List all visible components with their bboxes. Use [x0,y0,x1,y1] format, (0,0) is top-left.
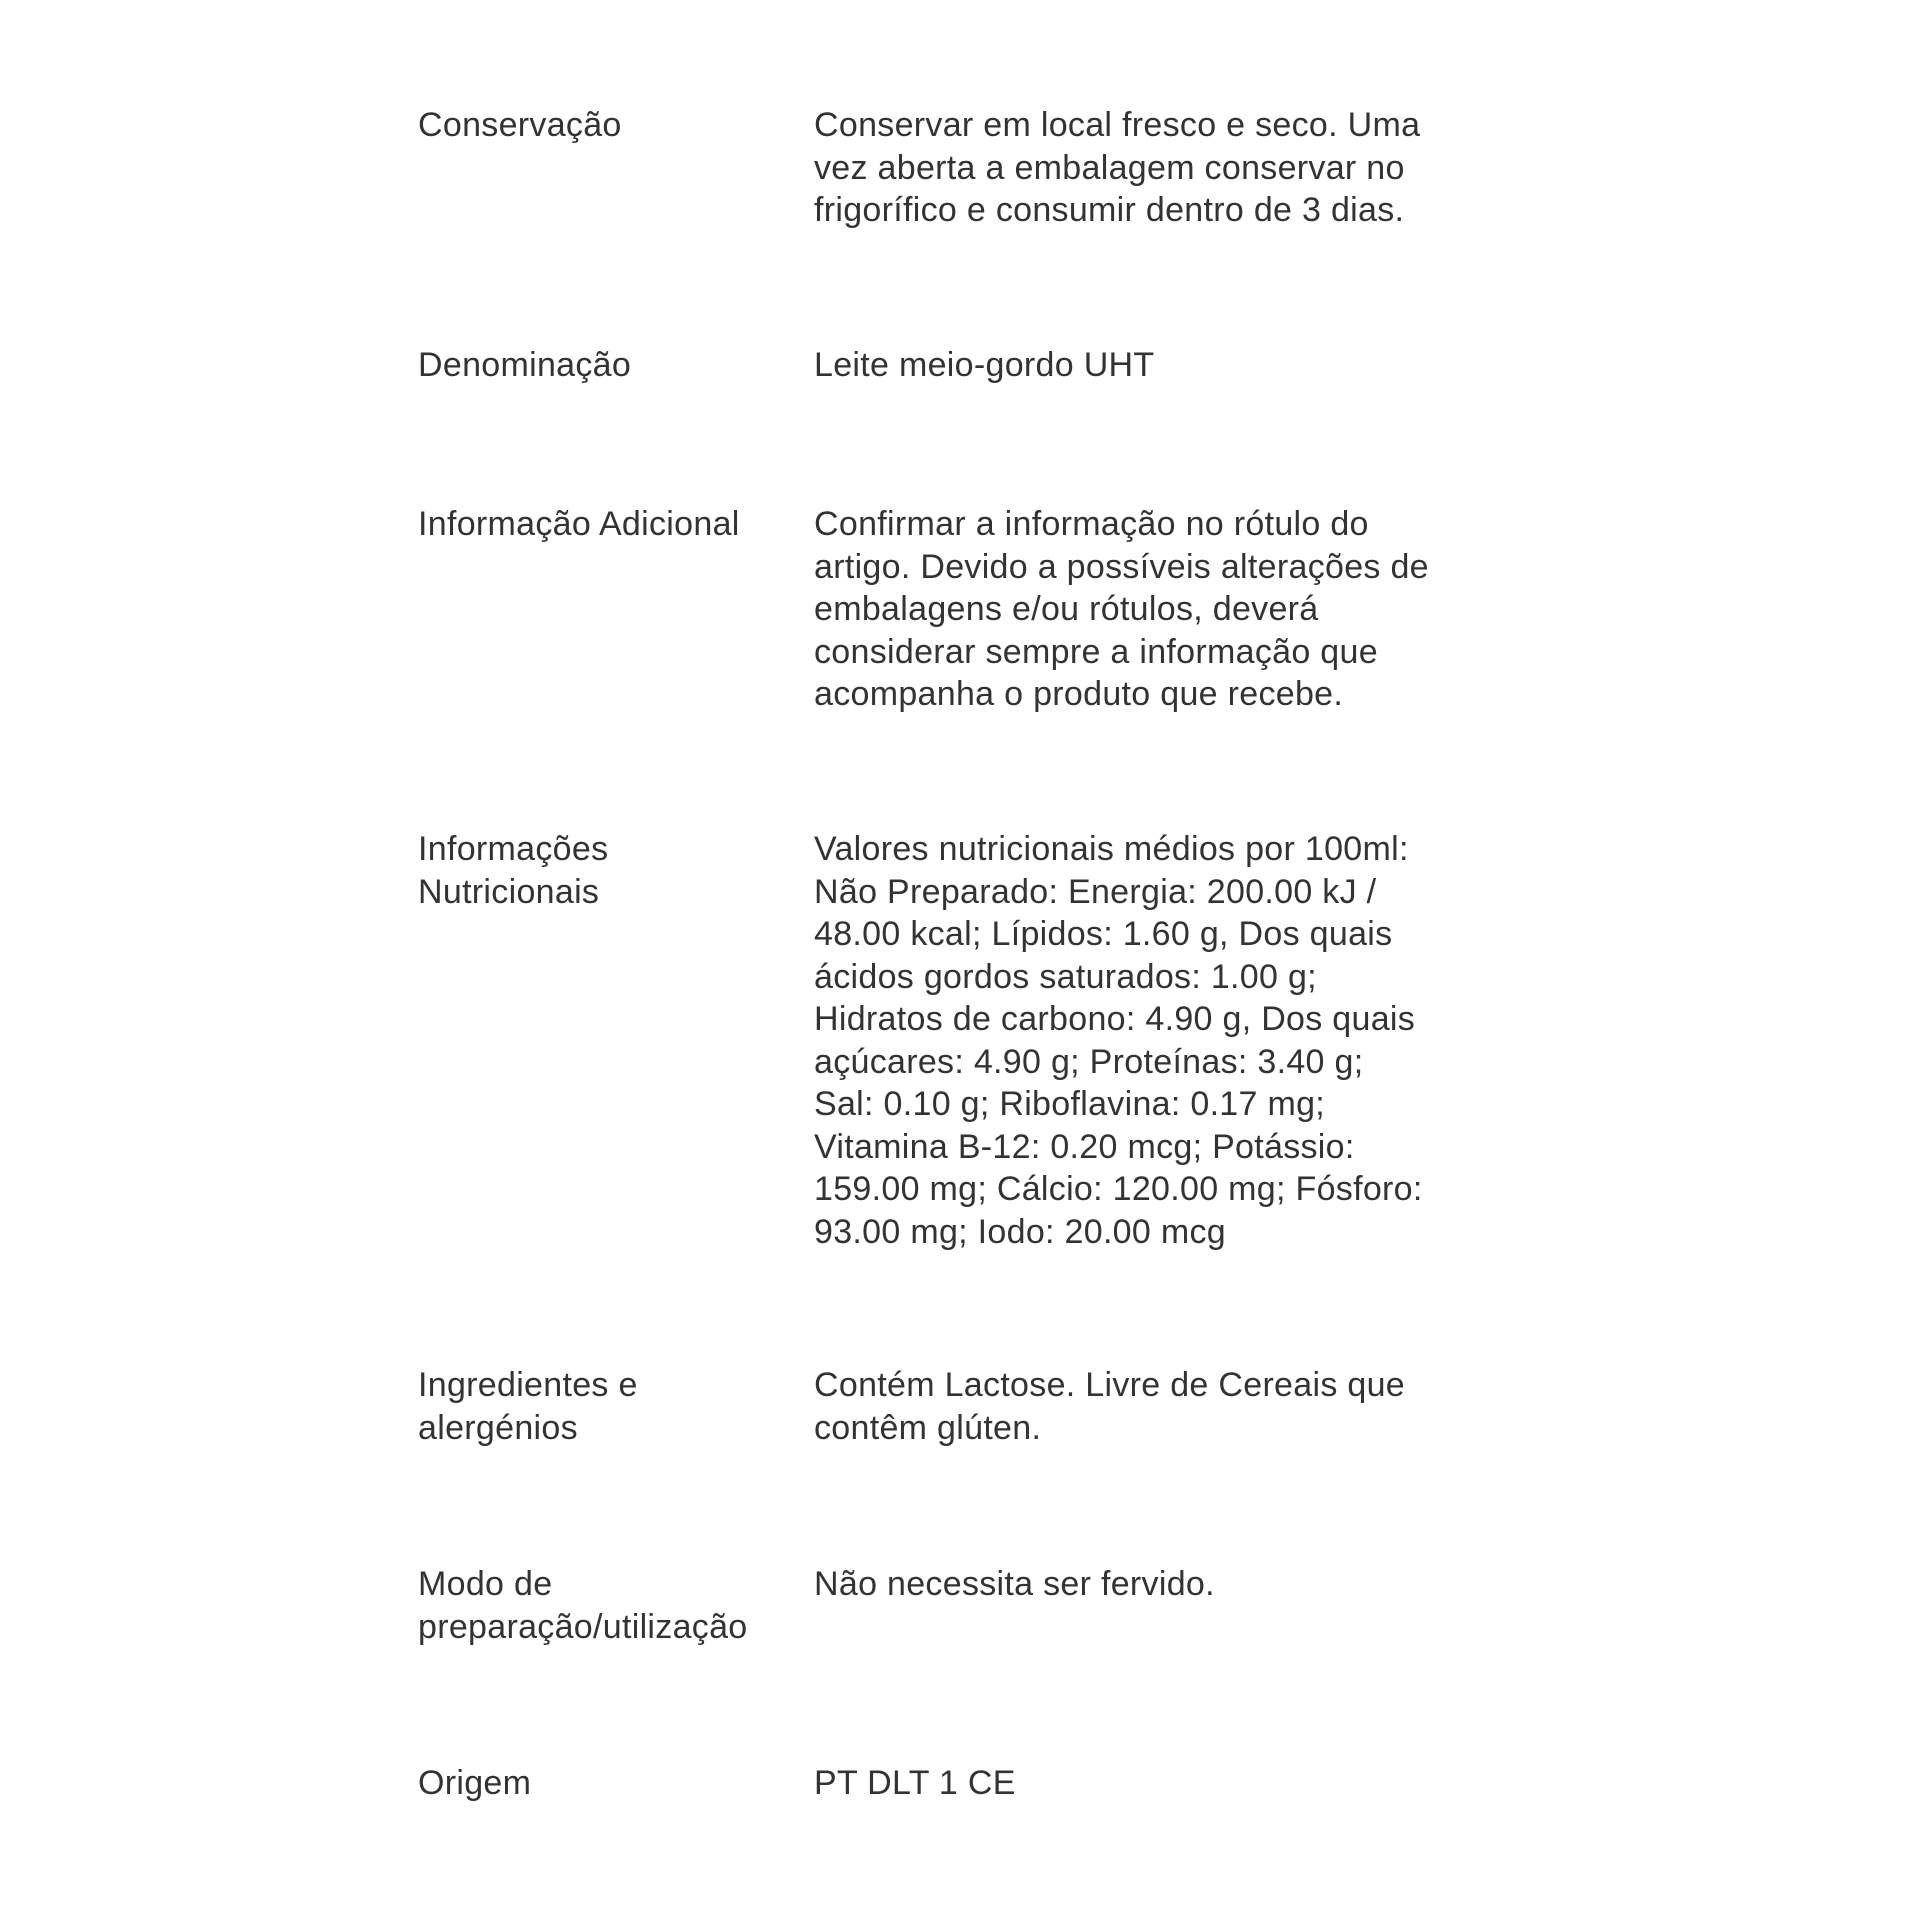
row-label: Informações Nutricionais [418,830,609,911]
row-value: Leite meio-gordo UHT [814,346,1155,384]
row-value: Confirmar a informação no rótulo do artigo. Devido a possíveis alterações de embalagens e/ou rótulos, deverá considerar sempre a informação que acompanha o produto que recebe. [814,505,1429,713]
row-label: Ingredientes e alergénios [418,1366,638,1447]
row-value: PT DLT 1 CE [814,1764,1016,1802]
row-value: Valores nutricionais médios por 100ml: Não Preparado: Energia: 200.00 kJ / 48.00 kcal; Lípidos: 1.60 g, Dos quais ácidos gordos saturados: 1.00 g; Hidratos de carbono: 4.90 g, Dos quais açúcares: 4.90 g; Proteínas: 3.40 g; Sal: 0.10 g; Riboflavina: 0.17 mg; Vitamina B-12: 0.20 mcg; Potássio: 159.00 mg; Cálcio: 120.00 mg; Fósforo: 93.00 mg; Iodo: 20.00 mcg [814,830,1423,1251]
row-label: Informação Adicional [418,505,740,543]
row-label: Denominação [418,346,632,384]
row-label: Conservação [418,106,622,144]
row-label: Modo de preparação/utilização [418,1565,748,1646]
row-label: Origem [418,1764,532,1802]
row-value: Conservar em local fresco e seco. Uma vez aberta a embalagem conservar no frigorífico e consumir dentro de 3 dias. [814,106,1421,229]
row-value: Não necessita ser fervido. [814,1565,1215,1603]
row-value: Contém Lactose. Livre de Cereais que contêm glúten. [814,1366,1406,1447]
